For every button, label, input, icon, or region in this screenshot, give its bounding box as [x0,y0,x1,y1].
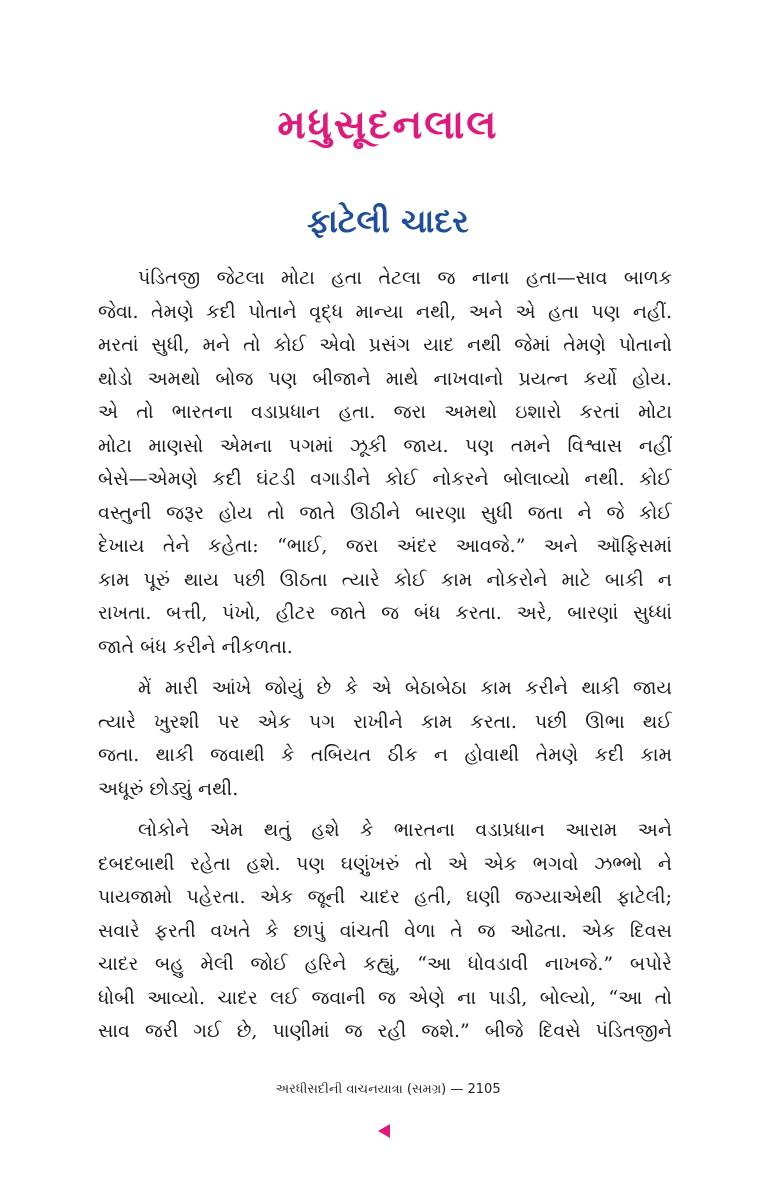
text-line: જાતે બંધ કરીને નીકળતા. [98,635,293,658]
text-line: સાવ જરી ગઈ છે, પાણીમાં જ રહી જશે.” બીજે દિવસે પંડિતજીને [98,1020,672,1042]
text-line: મોટા માણસો એમના પગમાં ઝૂકી જાય. પણ તમને વિશ્વાસ નહીં [98,434,672,457]
text-line: રાખતા. બત્તી, પંખો, હીટર જાતે જ બંધ કરતા. અરે, બારણાં સુધ્ધાં [98,602,672,624]
paragraph-1 [98,262,672,664]
text-line: બેસે—એમણે કદી ઘંટડી વગાડીને કોઈ નોકરને બોલાવ્યો નથી. કોઈ [98,468,672,490]
text-line: દેખાય તેને કહેતા: “ભાઈ, જરા અંદર આવજે.” અને ઑફિસમાં [98,535,672,557]
triangle-left-icon[interactable] [378,1124,390,1138]
text-line: પાયજામો પહેરતા. એક જૂની ચાદર હતી, ઘણી જગ્યાએથી ફાટેલી; [98,886,672,908]
story-title: ફાટેલી ચાદર [307,202,469,240]
paragraph-3 [98,814,672,1049]
text-line: જેવા. તેમણે કદી પોતાને વૃદ્ધ માન્યા નથી, અને એ હતા પણ નહીં. [98,300,672,323]
text-line: પંડિતજી જેટલા મોટા હતા તેટલા જ નાના હતા—સાવ બાળક [138,267,672,289]
text-line: ત્યારે ખુરશી પર એક પગ રાખીને કામ કરતા. પછી ઊભા થઈ [98,710,672,733]
text-line: અધૂરું છોડ્યું નથી. [98,777,239,800]
text-line: સવારે ફરતી વખતે કે છાપું વાંચતી વેળા તે જ ઓઢતા. એક દિવસ [98,919,672,942]
text-line: કામ પૂરું થાય પછી ઊઠતા ત્યારે કોઈ કામ નોકરોને માટે બાકી ન [98,568,672,591]
author-name: મધુસૂદનલાલ [277,102,499,148]
text-line: લોકોને એમ થતું હશે કે ભારતના વડાપ્રધાન આરામ અને [138,819,672,841]
text-line: મેં મારી આંખે જોયું છે કે એ બેઠાબેઠા કામ કરીને થાકી જાય [138,677,672,699]
text-line: વસ્તુની જરૂર હોય તો જાતે ઊઠીને બારણા સુધી જતા ને જે કોઈ [98,501,672,524]
text-line: ધોબી આવ્યો. ચાદર લઈ જવાની જ એણે ના પાડી, બોલ્યો, “આ તો [98,986,672,1009]
text-line: દબદબાથી રહેતા હશે. પણ ઘણુંખરું તો એ એક ભગવો ઝભ્ભો ને [98,852,672,875]
story-body [98,262,672,1057]
page-footer: અરધીસદીની વાચનયાત્રા (સમગ્ર) — 2105 [275,1082,501,1097]
text-line: એ તો ભારતના વડાપ્રધાન હતા. જરા અમથો ઇશારો કરતાં મોટા [98,401,672,423]
text-line: જતા. થાકી જવાથી કે તબિયત ઠીક ન હોવાથી તેમણે કદી કામ [98,744,672,766]
text-line: ચાદર બહુ મેલી જોઈ હરિને કહ્યું, “આ ધોવડાવી નાખજે.” બપોરે [98,953,672,975]
text-line: મરતાં સુધી, મને તો કોઈ એવો પ્રસંગ યાદ નથી જેમાં તેમણે પોતાનો [98,334,672,356]
text-line: થોડો અમથો બોજ પણ બીજાને માથે નાખવાનો પ્રયત્ન કર્યો હોય. [98,367,672,390]
paragraph-2 [98,672,672,806]
